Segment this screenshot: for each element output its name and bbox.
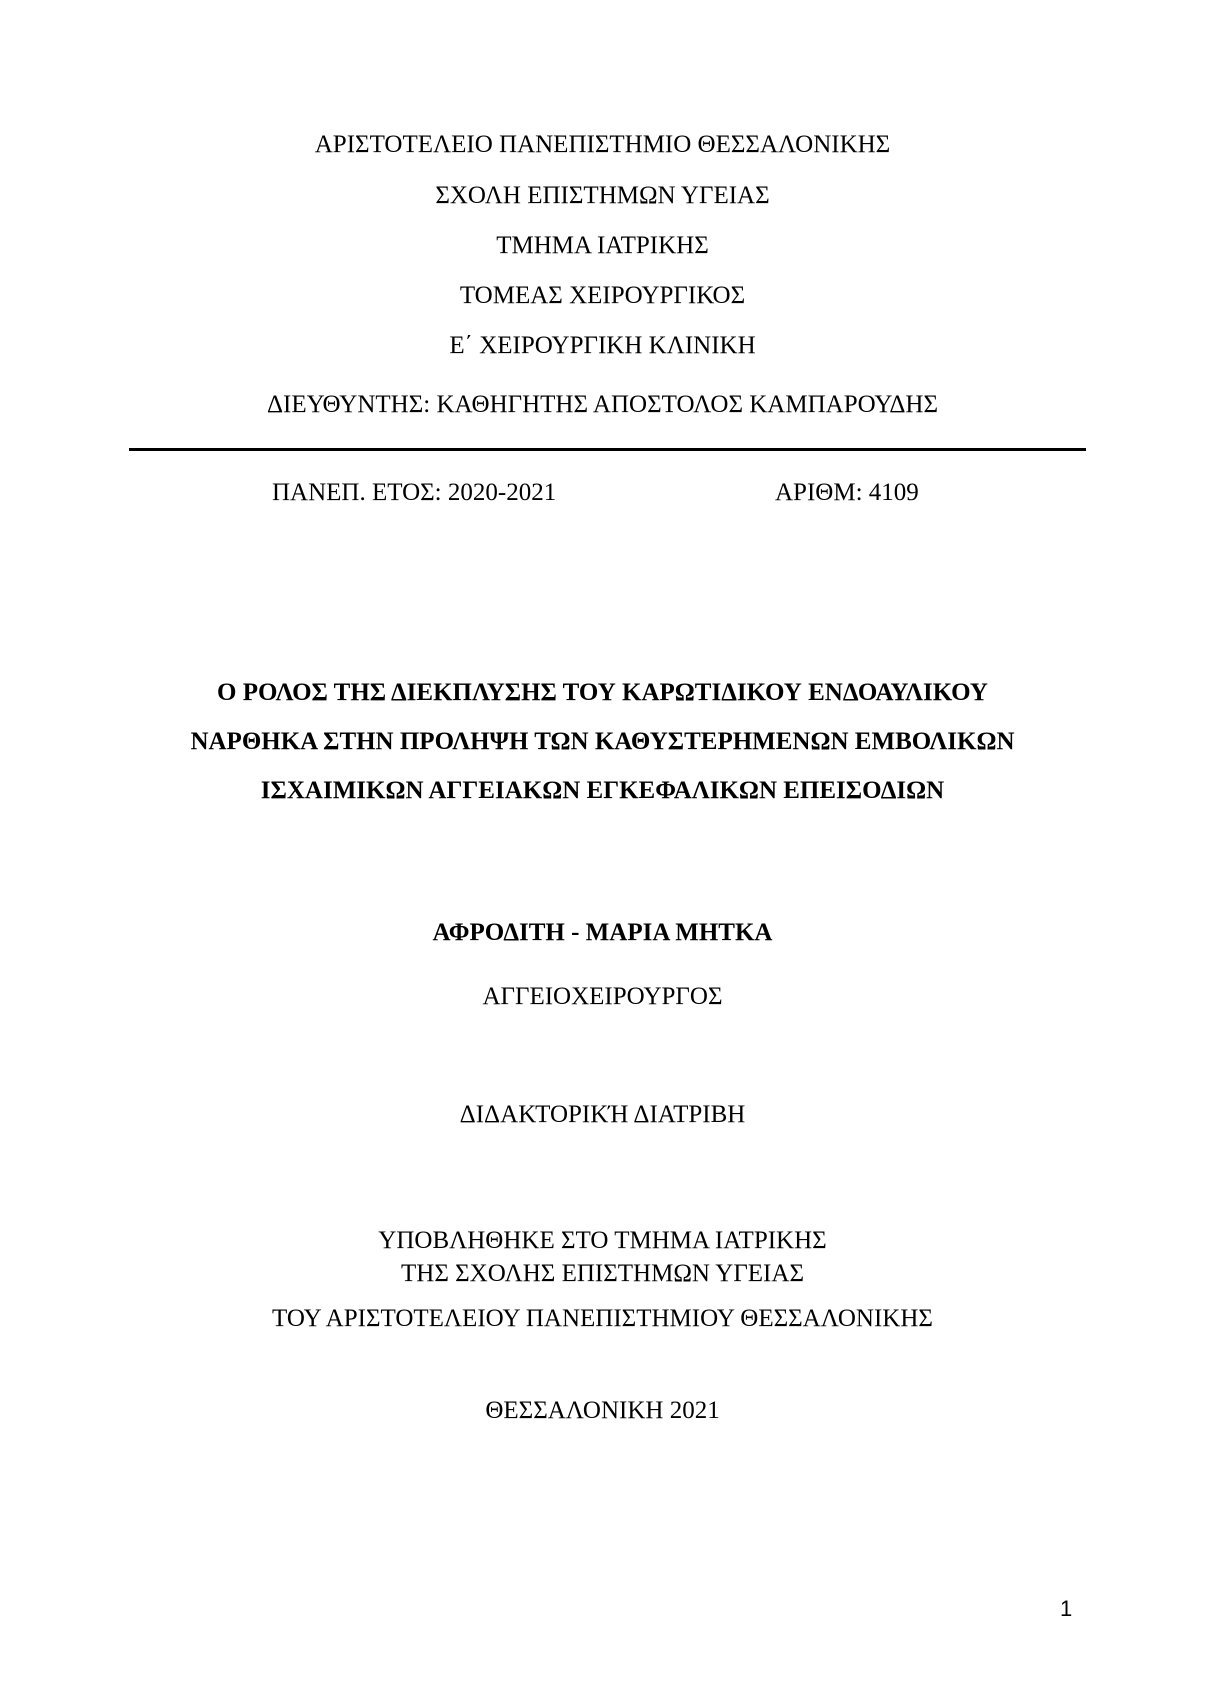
thesis-title-line-3: ΙΣΧΑΙΜΙΚΩΝ ΑΓΓΕΙΑΚΩΝ ΕΓΚΕΦΑΛΙΚΩΝ ΕΠΕΙΣΟΔΙΩΝ: [260, 777, 945, 804]
header-divider: [129, 448, 1086, 451]
submission-line-1: ΥΠΟΒΛΗΘΗΚΕ ΣΤΟ ΤΜΗΜΑ ΙΑΤΡΙΚΗΣ: [378, 1227, 827, 1254]
document-type: ΔΙΔΑΚΤΟΡΙΚΉ ΔΙΑΤΡΙΒΗ: [459, 1101, 746, 1128]
clinic-name: Ε΄ ΧΕΙΡΟΥΡΓΙΚΗ ΚΛΙΝΙΚΗ: [449, 332, 756, 359]
school-name: ΣΧΟΛΗ ΕΠΙΣΤΗΜΩΝ ΥΓΕΙΑΣ: [435, 182, 770, 209]
author-name: ΑΦΡΟΔΙΤΗ - ΜΑΡΙΑ ΜΗΤΚΑ: [432, 919, 773, 946]
university-name: ΑΡΙΣΤΟΤΕΛΕΙΟ ΠΑΝΕΠΙΣΤΗΜΙΟ ΘΕΣΣΑΛΟΝΙΚΗΣ: [314, 131, 891, 158]
academic-year: ΠΑΝΕΠ. ΕΤΟΣ: 2020-2021: [272, 479, 557, 506]
sector-name: ΤΟΜΕΑΣ ΧΕΙΡΟΥΡΓΙΚΟΣ: [459, 282, 746, 309]
thesis-title-line-1: Ο ΡΟΛΟΣ ΤΗΣ ΔΙΕΚΠΛΥΣΗΣ ΤΟΥ ΚΑΡΩΤΙΔΙΚΟΥ ΕΝΔΟΑΥΛΙΚΟΥ: [217, 679, 988, 706]
submission-line-3: ΤΟΥ ΑΡΙΣΤΟΤΕΛΕΙΟΥ ΠΑΝΕΠΙΣΤΗΜΙΟΥ ΘΕΣΣΑΛΟΝΙΚΗΣ: [272, 1305, 933, 1332]
place-year: ΘΕΣΣΑΛΟΝΙΚΗ 2021: [485, 1397, 720, 1424]
director-line: ΔΙΕΥΘΥΝΤΗΣ: ΚΑΘΗΓΗΤΗΣ ΑΠΟΣΤΟΛΟΣ ΚΑΜΠΑΡΟΥΔΗΣ: [266, 391, 939, 418]
thesis-title-line-2: ΝΑΡΘΗΚΑ ΣΤΗΝ ΠΡΟΛΗΨΗ ΤΩΝ ΚΑΘΥΣΤΕΡΗΜΕΝΩΝ ΕΜΒΟΛΙΚΩΝ: [190, 728, 1015, 755]
department-name: ΤΜΗΜΑ ΙΑΤΡΙΚΗΣ: [496, 232, 709, 259]
document-number: ΑΡΙΘΜ: 4109: [775, 479, 919, 506]
submission-line-2: ΤΗΣ ΣΧΟΛΗΣ ΕΠΙΣΤΗΜΩΝ ΥΓΕΙΑΣ: [401, 1260, 804, 1287]
page-number: 1: [1060, 1596, 1073, 1621]
author-profession: ΑΓΓΕΙΟΧΕΙΡΟΥΡΓΟΣ: [482, 983, 723, 1010]
